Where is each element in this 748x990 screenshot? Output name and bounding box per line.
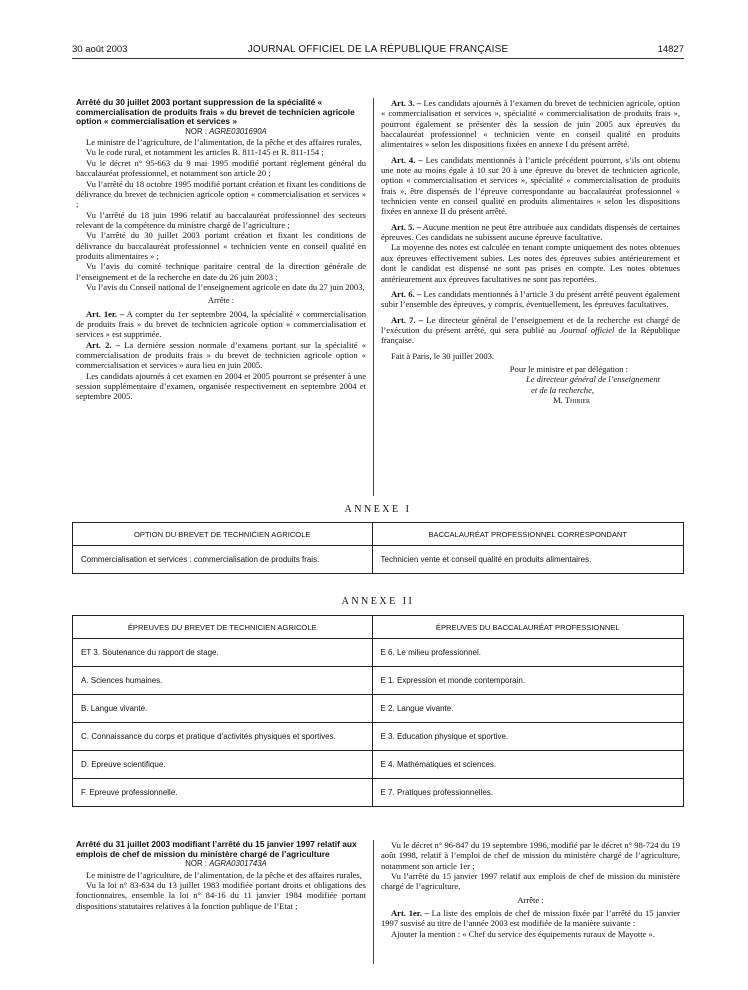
arrete2-para: Le ministre de l’agriculture, de l’alimentation, de la pêche et des affaires rurales, — [86, 869, 362, 880]
signature-name: M. Thibier — [553, 394, 590, 405]
arrete1-article-2: Art. 2. – La dernière session normale d’examens portant sur la spécialité « commercialisation de produits frais » du brevet de technicien agricole option « commercialisation et services » aura lieu en juin 2005. — [76, 339, 366, 371]
table-cell: C. Connaissance du corps et pratique d’activités physiques et sportives. — [73, 723, 373, 751]
page-header — [72, 40, 684, 58]
arrete1-para: Vu le décret n° 95-663 du 9 mai 1995 modifié portant règlement général du baccalauréat professionnel, et notamment son article 20 ; — [76, 157, 366, 179]
arrete1-right-column — [381, 98, 680, 405]
arrete1-nor-code: AGRE0301690A — [209, 126, 267, 136]
table-cell: Commercialisation et services : commercialisation de produits frais. — [73, 546, 373, 574]
arrete1-article-7: Art. 7. – Le directeur général de l’enseignement et de la recherche est chargé de l’exécution du présent arrêté, qui sera publié au Journal officiel de la République française. — [381, 314, 680, 346]
table-cell: E 6. Le milieu professionnel. — [372, 639, 684, 667]
annexe2-title: ANNEXE II — [341, 596, 415, 607]
arrete1-title: Arrêté du 30 juillet 2003 portant suppression de la spécialité « commercialisation de produits frais » du brevet de technicien agricole option « commercialisation et services » — [76, 97, 355, 127]
column-rule — [373, 840, 374, 964]
arrete2-nor: NOR : AGRA0301743A — [185, 859, 267, 869]
arrete1-nor: NOR : AGRE0301690A — [185, 126, 267, 136]
annexe1-title: ANNEXE I — [344, 504, 412, 515]
arrete1-para: Vu l’arrêté du 18 octobre 1995 modifié portant création et fixant les conditions de délivrance du brevet de technicien agricole option « commercialisation et services » ; — [76, 178, 366, 210]
arrete1-para: La moyenne des notes est calculée en tenant compte uniquement des notes obtenues aux épreuves effectivement subies. Les notes des épreuves subies antérieurement et dont le candidat est dispensé ne sont pas prises en compte. Les notes obtenues antérieurement aux épreuves facultatives ne sont pas reportées. — [381, 242, 680, 284]
table-row — [73, 723, 684, 751]
arrete1-para: Les candidats ajournés à cet examen en 2004 et 2005 pourront se présenter à une session supplémentaire d’examen, organisée respectivement en septembre 2004 et septembre 2005. — [76, 370, 366, 402]
arrete1-para: Vu l’avis du Conseil national de l’enseignement agricole en date du 27 juin 2003, — [86, 281, 365, 292]
arrete1-article-3: Art. 3. – Les candidats ajournés à l’examen du brevet de technicien agricole, option « commercialisation et services », spécialité « commercialisation de produits frais », pourront également se présenter dès la session de juin 2005 aux épreuves du baccalauréat professionnel « technicien vente en conseil qualité en produits alimentaires » selon les dispositions fixées en annexe I du présent arrêté. — [381, 98, 680, 150]
arrete2-article-1: Art. 1er. – La liste des emplois de chef de mission fixée par l’arrêté du 15 janvier 1997 susvisé au titre de l’année 2003 est modifiée de la manière suivante : — [381, 908, 680, 929]
arrete1-article-5: Art. 5. – Aucune mention ne peut être attribuée aux candidats dispensés de certaines épreuves. Ces candidats ne subissent aucune épreuve facultative. — [381, 221, 680, 243]
table-row — [73, 667, 684, 695]
arrete1-para: Vu le code rural, et notamment les articles R. 811-145 et R. 811-154 ; — [86, 147, 324, 158]
header-rule — [72, 58, 684, 59]
arrete1-article-4: Art. 4. – Les candidats mentionnés à l’article précédent pourront, s’ils ont obtenu une note au moins égale à 10 sur 20 à une épreuve du brevet de technicien agricole, option « commercialisation et services », spécialité « commercialisation de produits frais », être dispensés de l’épreuve correspondante au baccalauréat professionnel « technicien vente en conseil qualité en produits alimentaires » selon les dispositions fixées en annexe II du présent arrêté. — [381, 154, 680, 217]
table-cell: Technicien vente et conseil qualité en produits alimentaires. — [372, 546, 684, 574]
table-cell: E 4. Mathématiques et sciences. — [372, 751, 684, 779]
table-row — [73, 695, 684, 723]
header-page-number: 14827 — [657, 44, 684, 55]
table-cell: B. Langue vivante. — [73, 695, 373, 723]
arrete1-left-column — [76, 98, 366, 402]
table-cell: E 2. Langue vivante. — [372, 695, 684, 723]
table-row — [73, 779, 684, 807]
table-cell: F. Epreuve professionnelle. — [73, 779, 373, 807]
column-header: OPTION DU BREVET DE TECHNICIEN AGRICOLE — [73, 523, 373, 546]
arrete2-left-column — [76, 840, 366, 911]
table-row — [73, 639, 684, 667]
table-header-row — [73, 616, 684, 639]
arrete2-para: Vu le décret n° 96-847 du 19 septembre 1996, modifié par le décret n° 98-724 du 19 août 1998, relatif à l’emploi de chef de mission du ministère chargé de l’agriculture, notamment son article 1er ; — [381, 840, 680, 871]
table-cell: E 7. Pratiques professionnelles. — [372, 779, 684, 807]
arrete1-para: Le ministre de l’agriculture, de l’alimentation, de la pêche et des affaires rurales, — [86, 137, 362, 148]
arrete1-arrete: Arrête : — [207, 295, 235, 306]
signature-block: Pour le ministre et par délégation : Le directeur général de l’enseignement et de la recherche, M. Thibier — [381, 364, 680, 405]
header-date: 30 août 2003 — [72, 44, 128, 55]
arrete1-article-1: Art. 1er. – A compter du 1er septembre 2004, la spécialité « commercialisation de produits frais » du brevet de technicien agricole option « commercialisation et services » est supprimée. — [76, 308, 366, 340]
arrete2-para: Vu la loi n° 83-634 du 13 juillet 1983 modifiée portant droits et obligations des fonctionnaires, ensemble la loi n° 84-16 du 11 janvier 1984 modifiée portant dispositions statutaires relatives à la fonction publique de l’Etat ; — [76, 879, 366, 911]
arrete1-para: Vu l’arrêté du 18 juin 1996 relatif au baccalauréat professionnel des secteurs relevant de la compétence du ministre chargé de l’agriculture ; — [76, 209, 366, 230]
column-header: ÉPREUVES DU BREVET DE TECHNICIEN AGRICOLE — [73, 616, 373, 639]
annexe1-table — [72, 522, 684, 574]
arrete2-para: Vu l’arrêté du 15 janvier 1997 relatif aux emplois de chef de mission du ministère chargé de l’agriculture, — [381, 871, 680, 892]
table-cell: ET 3. Soutenance du rapport de stage. — [73, 639, 373, 667]
table-header-row — [73, 523, 684, 546]
arrete2-para: Ajouter la mention : « Chef du service des équipements ruraux de Mayotte ». — [391, 928, 655, 939]
table-cell: D. Epreuve scientifique. — [73, 751, 373, 779]
column-rule — [373, 98, 374, 496]
header-journal-title: JOURNAL OFFICIEL DE LA RÉPUBLIQUE FRANÇAISE — [247, 44, 509, 55]
table-row — [73, 751, 684, 779]
arrete2-arrete: Arrête : — [517, 894, 544, 905]
arrete2-title: Arrêté du 31 juillet 2003 modifiant l’arrêté du 15 janvier 1997 relatif aux emplois de chef de mission du ministère chargé de l’agriculture — [76, 839, 357, 859]
table-cell: A. Sciences humaines. — [73, 667, 373, 695]
column-header: BACCALAURÉAT PROFESSIONNEL CORRESPONDANT — [372, 523, 684, 546]
arrete2-nor-code: AGRA0301743A — [209, 859, 267, 869]
arrete2-right-column — [381, 840, 680, 939]
table-cell: E 1. Expression et monde contemporain. — [372, 667, 684, 695]
annexe2-table — [72, 615, 684, 807]
table-row — [73, 546, 684, 574]
table-cell: E 3. Education physique et sportive. — [372, 723, 684, 751]
column-header: ÉPREUVES DU BACCALAURÉAT PROFESSIONNEL — [372, 616, 684, 639]
arrete1-article-6: Art. 6. – Les candidats mentionnés à l’article 3 du présent arrêté peuvent également subir l’ensemble des épreuves, y compris, éventuellement, les épreuves facultatives. — [381, 288, 681, 310]
arrete1-para: Vu l’avis du comité technique paritaire central de la direction générale de l’enseignement et de la recherche en date du 26 juin 2003 ; — [76, 261, 366, 282]
arrete1-fait: Fait à Paris, le 30 juillet 2003. — [391, 350, 495, 361]
arrete1-para: Vu l’arrêté du 30 juillet 2003 portant création et fixant les conditions de délivrance du baccalauréat professionnel « technicien vente en conseil qualité en produits alimentaires » ; — [76, 230, 366, 261]
